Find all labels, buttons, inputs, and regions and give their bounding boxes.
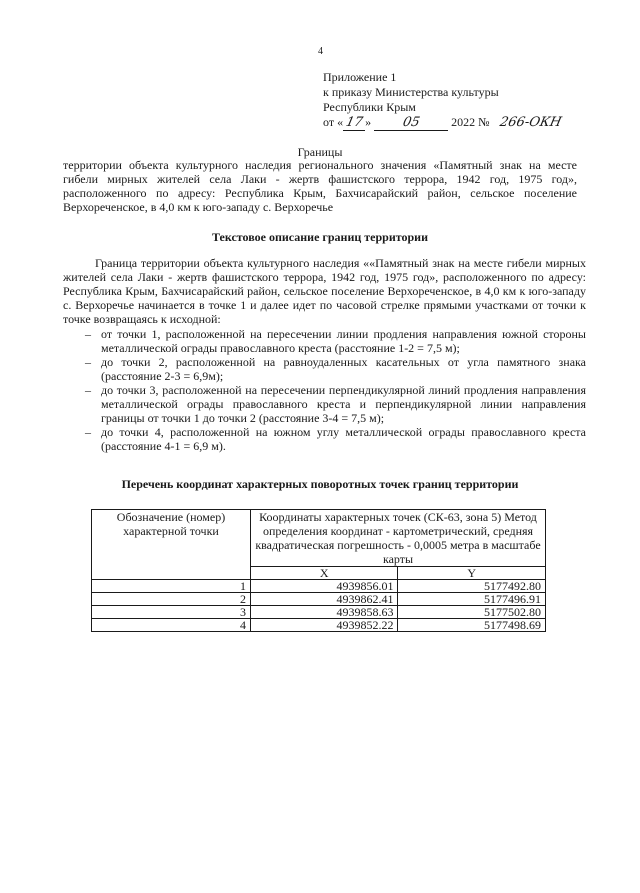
- boundary-description-paragraph: Граница территории объекта культурного наследия ««Памятный знак на месте гибели мирных жителей села Лаки - жертв фашистского террора, 1942 год, 1975 год», расположенного по адресу: Республика Крым, Бахчисарайский район, сельское поселение Верхореченское, в 4,0 км к юго-западу с. Верхоречье начинается в точке 1 и далее идет по часовой стрелке прямыми участками от точки к точке возвращаясь к исходной:: [63, 256, 586, 326]
- cell-point: 4: [92, 619, 251, 632]
- document-title-text: территории объекта культурного наследия регионального значения «Памятный знак на месте гибели мирных жителей села Лаки - жертв фашистского террора, 1942 год, 1975 год», расположенного по адресу: Республика Крым, Бахчисарайский район, сельское поселение Верхореченское, в 4,0 км к юго-западу с. Верхоречье: [63, 158, 577, 214]
- col-header-coordinates: Координаты характерных точек (СК-63, зона 5) Метод определения координат - картометрический, средняя квадратическая погрешность - 0,0005 метра в масштабе карты: [251, 510, 546, 567]
- date-day-field: [343, 115, 365, 131]
- table-row: [92, 593, 546, 606]
- date-mid: »: [365, 115, 372, 129]
- list-item-text: до точки 2, расположенной на равноудаленных касательных от угла памятного знака (расстояние 2-3 = 6,9м);: [101, 355, 586, 383]
- cell-y: 5177498.69: [398, 619, 546, 632]
- cell-x: 4939856.01: [251, 580, 398, 593]
- cell-point: 2: [92, 593, 251, 606]
- cell-x: 4939858.63: [251, 606, 398, 619]
- list-item-text: от точки 1, расположенной на пересечении линии продления направления южной стороны металлической ограды православного креста (расстояние 1-2 = 7,5 м);: [101, 327, 586, 355]
- coordinates-table: [91, 509, 546, 632]
- col-header-x: X: [251, 567, 398, 580]
- col-header-y: Y: [398, 567, 546, 580]
- list-item: [63, 383, 586, 425]
- cell-y: 5177496.91: [398, 593, 546, 606]
- document-heading: Границы: [297, 145, 343, 159]
- appendix-block: [323, 70, 569, 131]
- section-heading-text-description: Текстовое описание границ территории: [211, 230, 429, 244]
- cell-point: 1: [92, 580, 251, 593]
- dash-bullet: –: [85, 327, 91, 341]
- appendix-line-1: Приложение 1: [323, 70, 397, 84]
- date-month-field: [374, 115, 448, 131]
- table-row: [92, 619, 546, 632]
- table-row: [92, 606, 546, 619]
- dash-bullet: –: [85, 383, 91, 397]
- cell-y: 5177502.80: [398, 606, 546, 619]
- dash-bullet: –: [85, 425, 91, 439]
- boundary-segments-list: [63, 327, 586, 453]
- page-number: 4: [318, 46, 323, 57]
- list-item: [63, 327, 586, 355]
- list-item: [63, 355, 586, 383]
- date-day-handwritten: 17: [344, 115, 364, 130]
- cell-point: 3: [92, 606, 251, 619]
- list-item-text: до точки 4, расположенной на южном углу металлической ограды православного креста (расстояние 4-1 = 6,9 м).: [101, 425, 586, 453]
- date-prefix: от «: [323, 115, 344, 129]
- table-header-row: [92, 510, 546, 567]
- table-row: [92, 580, 546, 593]
- list-item-text: до точки 3, расположенной на пересечении перпендикулярной линий продления направления металлической ограды православного креста и перпендикулярной линии направления границы от точки 1 до точки 2 (расстояние 3-4 = 7,5 м);: [101, 383, 586, 425]
- list-item: [63, 425, 586, 453]
- appendix-date-line: [323, 115, 569, 131]
- year-and-number-label: 2022 №: [451, 115, 490, 129]
- order-number-field: [493, 115, 569, 130]
- appendix-line-3: Республики Крым: [323, 100, 416, 114]
- section-heading-coordinates: Перечень координат характерных поворотных точек границ территории: [121, 477, 519, 491]
- cell-x: 4939862.41: [251, 593, 398, 606]
- date-month-handwritten: 05: [401, 115, 421, 130]
- cell-x: 4939852.22: [251, 619, 398, 632]
- col-header-point: Обозначение (номер) характерной точки: [92, 510, 251, 580]
- order-number-handwritten: 266-ОКН: [498, 115, 563, 130]
- dash-bullet: –: [85, 355, 91, 369]
- cell-y: 5177492.80: [398, 580, 546, 593]
- appendix-line-2: к приказу Министерства культуры: [323, 85, 499, 99]
